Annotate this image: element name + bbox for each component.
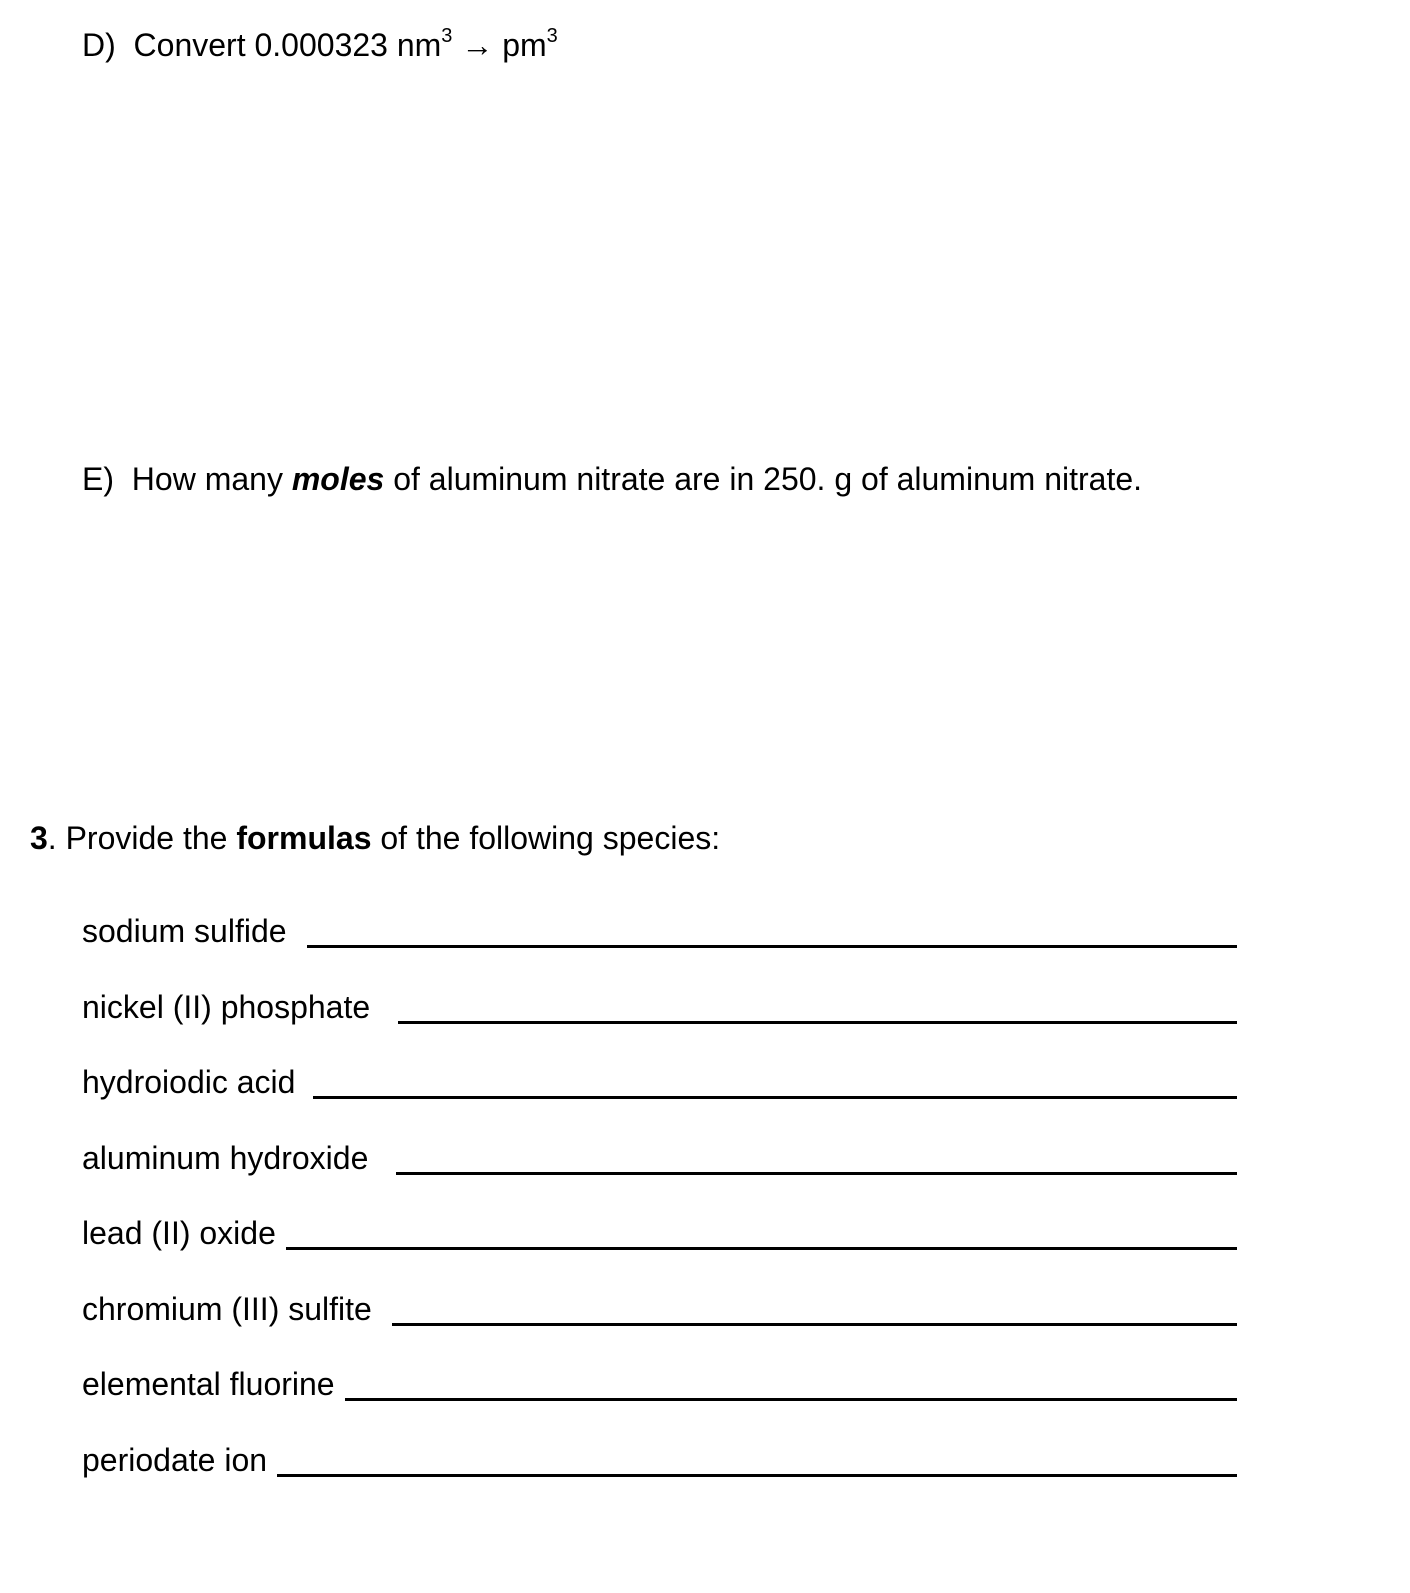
question-e-letter: E) [82,461,114,497]
species-row-chromium-iii-sulfite [82,1288,1237,1328]
question-3-text-after: of the following species: [380,820,721,856]
question-d-letter: D) [82,27,116,63]
question-e-text-before: How many [131,461,283,497]
species-label: lead (II) oxide [82,1215,276,1251]
species-label: nickel (II) phosphate [82,989,371,1025]
question-d-exponent-2: 3 [546,25,558,47]
question-e-emphasis: moles [291,461,385,497]
answer-blank[interactable] [398,1021,1237,1024]
species-label: chromium (III) sulfite [82,1291,372,1327]
question-d-text: Convert 0.000323 nm [133,27,442,63]
species-row-elemental-fluorine [82,1363,1237,1403]
question-e-text-after: of aluminum nitrate are in 250. g of aluminum nitrate. [393,461,1143,497]
species-label: periodate ion [82,1442,268,1478]
answer-blank[interactable] [277,1474,1237,1477]
answer-blank[interactable] [345,1398,1237,1401]
question-d [82,26,558,69]
species-row-lead-ii-oxide [82,1212,1237,1252]
answer-blank[interactable] [396,1172,1237,1175]
species-label: sodium sulfide [82,913,287,949]
question-e [82,460,1142,498]
species-row-periodate-ion [82,1439,1237,1479]
question-d-exponent-1: 3 [441,25,453,47]
question-3-text-before: . Provide the [47,820,228,856]
question-3-heading [30,819,720,857]
question-3-emphasis: formulas [236,820,372,856]
answer-blank[interactable] [286,1247,1237,1250]
species-label: aluminum hydroxide [82,1140,369,1176]
species-row-sodium-sulfide [82,910,1237,950]
answer-blank[interactable] [392,1323,1237,1326]
answer-blank[interactable] [313,1096,1237,1099]
species-row-hydroiodic-acid [82,1061,1237,1101]
question-3-number: 3 [30,820,48,856]
species-label: elemental fluorine [82,1366,335,1402]
arrow-icon: → [461,27,494,63]
answer-blank[interactable] [307,945,1237,948]
species-label: hydroiodic acid [82,1064,296,1100]
species-row-nickel-ii-phosphate [82,986,1237,1026]
species-row-aluminum-hydroxide [82,1137,1237,1177]
question-d-unit2: pm [502,27,547,63]
